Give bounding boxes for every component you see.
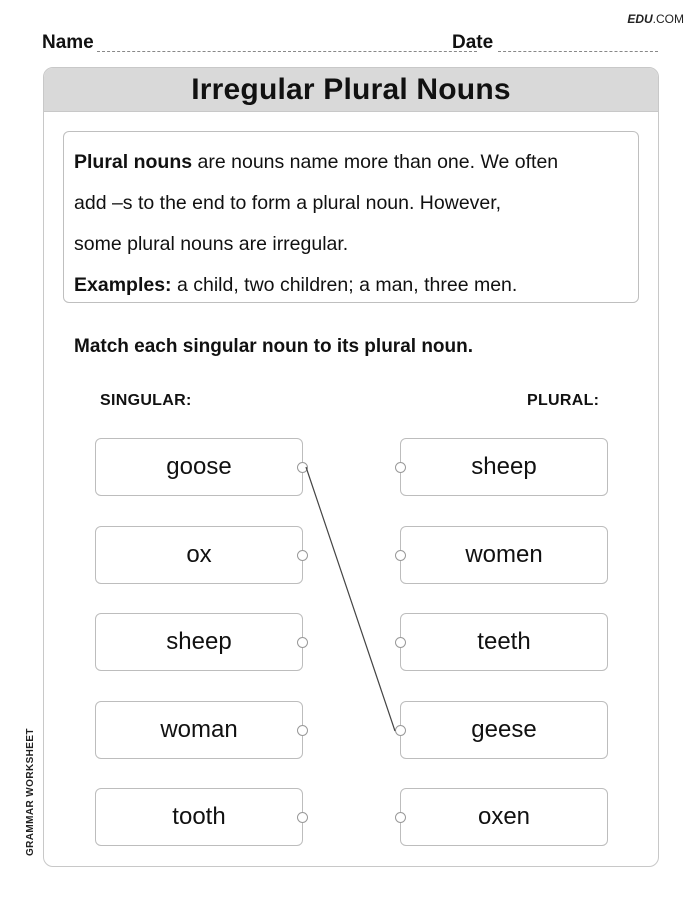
title-banner <box>44 68 658 112</box>
connector-dot[interactable] <box>297 550 308 561</box>
plural-card-sheep[interactable] <box>400 438 608 496</box>
connector-dot[interactable] <box>395 637 406 648</box>
connector-dot[interactable] <box>395 462 406 473</box>
connector-dot[interactable] <box>395 812 406 823</box>
info-line-1: Plural nouns are nouns name more than one. We often <box>74 151 559 173</box>
singular-word: woman <box>160 716 238 743</box>
info-examples: Examples: a child, two children; a man, three men. <box>74 274 518 296</box>
singular-card-goose[interactable] <box>95 438 303 496</box>
singular-card-ox[interactable] <box>95 526 303 584</box>
singular-word: sheep <box>166 628 232 655</box>
singular-word: ox <box>186 541 212 568</box>
name-label: Name <box>42 32 94 53</box>
plural-card-oxen[interactable] <box>400 788 608 846</box>
info-box <box>63 131 639 303</box>
singular-card-sheep[interactable] <box>95 613 303 671</box>
singular-card-tooth[interactable] <box>95 788 303 846</box>
date-label: Date <box>452 32 494 53</box>
singular-word: goose <box>166 453 232 480</box>
plural-word: women <box>465 541 543 568</box>
name-line[interactable] <box>97 51 477 52</box>
connector-dot[interactable] <box>297 637 308 648</box>
plural-word: sheep <box>471 453 537 480</box>
plural-card-geese[interactable] <box>400 701 608 759</box>
singular-heading: SINGULAR: <box>100 392 192 409</box>
connector-dot[interactable] <box>395 725 406 736</box>
plural-word: teeth <box>477 628 531 655</box>
plural-heading: PLURAL: <box>527 392 600 409</box>
plural-word: geese <box>471 716 537 743</box>
plural-card-teeth[interactable] <box>400 613 608 671</box>
singular-card-woman[interactable] <box>95 701 303 759</box>
plural-word: oxen <box>477 803 531 830</box>
instruction: Match each singular noun to its plural noun. <box>74 336 474 357</box>
singular-word: tooth <box>172 803 226 830</box>
brand-logo: EDU.COM <box>627 12 684 26</box>
info-line-2: add –s to the end to form a plural noun. However, <box>74 192 502 214</box>
page-title: Irregular Plural Nouns <box>191 72 511 106</box>
side-label: GRAMMAR WORKSHEET <box>25 728 36 856</box>
connector-dot[interactable] <box>297 725 308 736</box>
info-line-3: some plural nouns are irregular. <box>74 233 349 255</box>
plural-card-women[interactable] <box>400 526 608 584</box>
name-date-row <box>42 30 658 54</box>
connector-dot[interactable] <box>297 462 308 473</box>
date-line[interactable] <box>498 51 658 52</box>
connector-dot[interactable] <box>297 812 308 823</box>
connector-dot[interactable] <box>395 550 406 561</box>
